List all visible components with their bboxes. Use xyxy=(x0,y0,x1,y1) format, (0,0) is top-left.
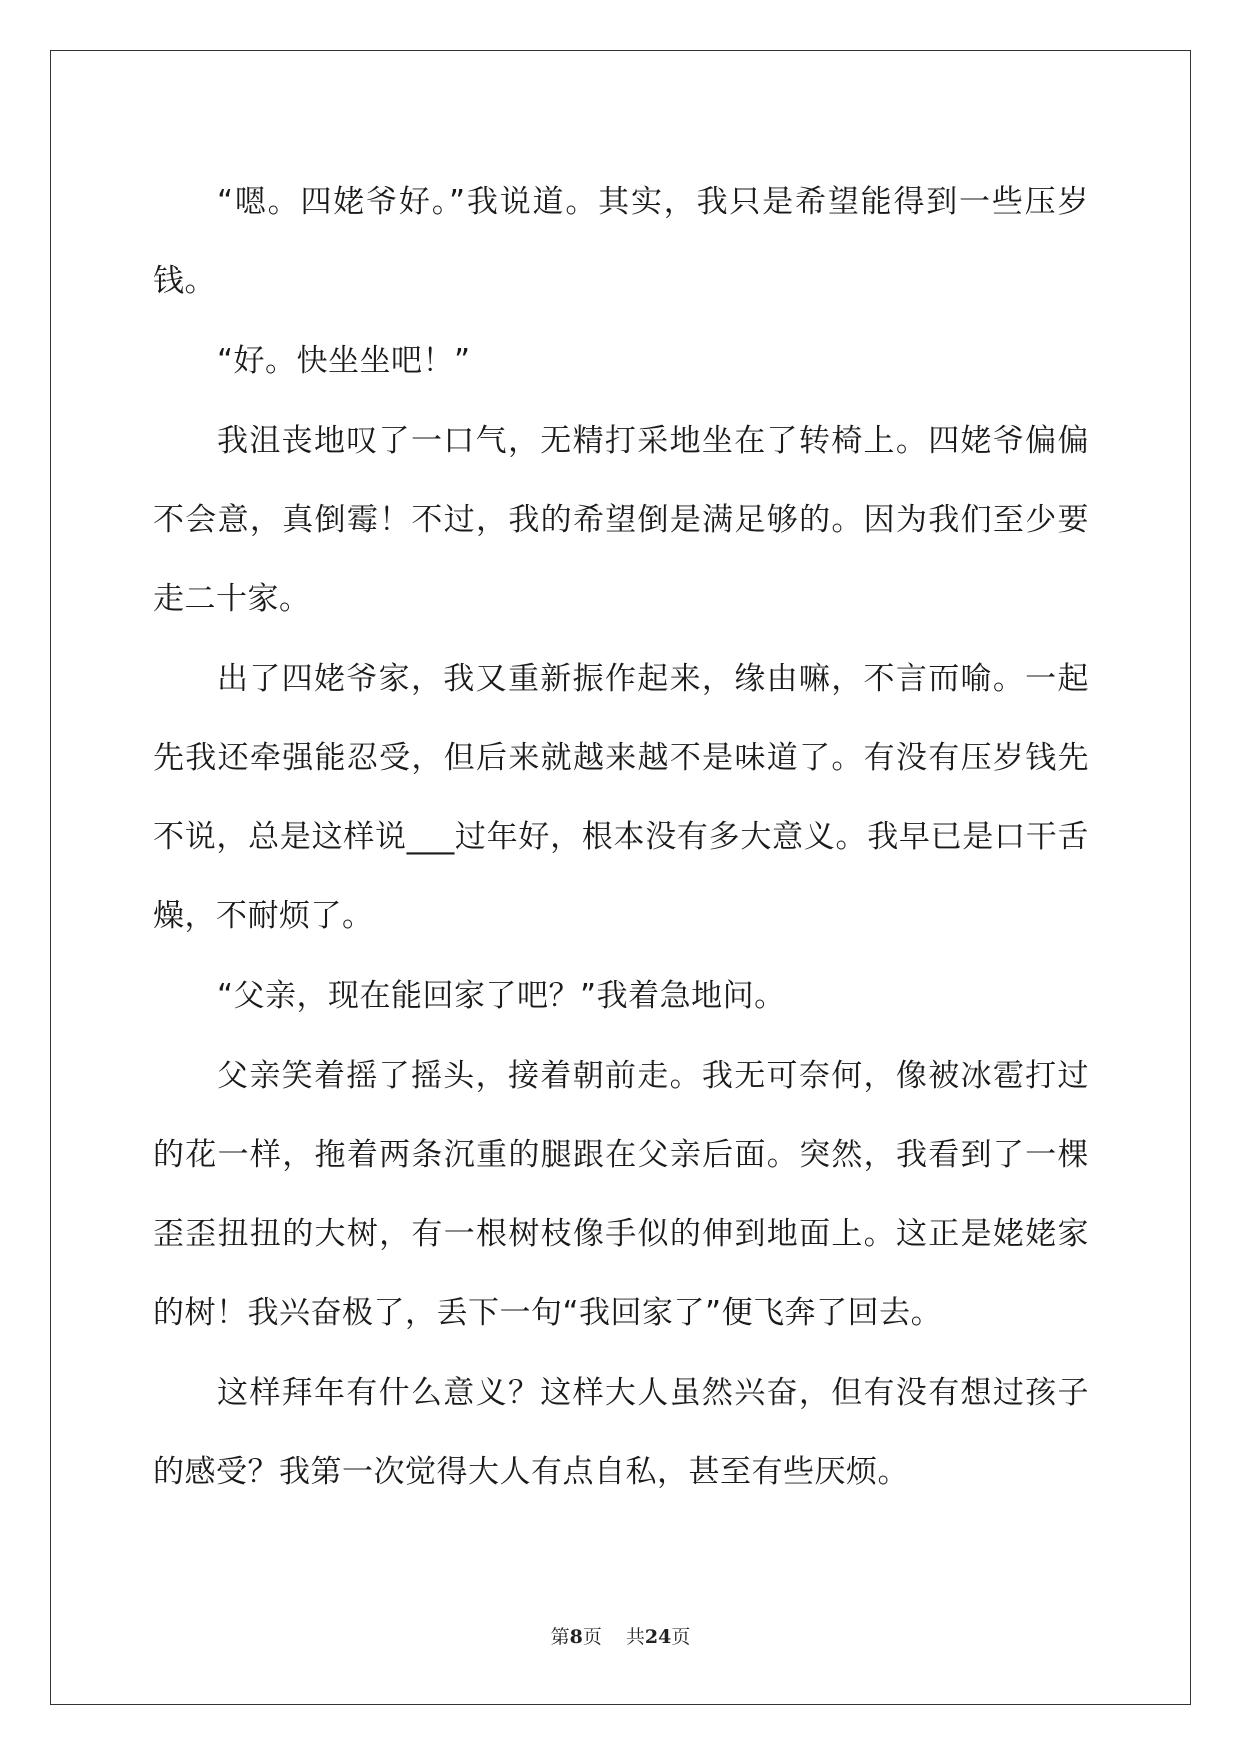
footer-page-word: 页 xyxy=(582,1626,602,1648)
paragraph-4: 出了四姥爷家，我又重新振作起来，缘由嘛，不言而喻。一起先我还牵强能忍受，但后来就越来越不是味道了。有没有压岁钱先不说，总是这样说___过年好，根本没有多大意义。我早已是口干舌燥，不耐烦了。 xyxy=(153,661,1089,934)
document-body xyxy=(153,163,1089,1513)
paragraph-5: “父亲，现在能回家了吧？”我着急地问。 xyxy=(217,978,786,1014)
paragraph-3: 我沮丧地叹了一口气，无精打采地坐在了转椅上。四姥爷偏偏不会意，真倒霉！不过，我的希望倒是满足够的。因为我们至少要走二十家。 xyxy=(153,423,1089,617)
footer-prefix: 第 xyxy=(550,1626,570,1648)
paragraph-1: “嗯。四姥爷好。”我说道。其实，我只是希望能得到一些压岁钱。 xyxy=(153,184,1089,299)
paragraph-2: “好。快坐坐吧！” xyxy=(217,343,471,379)
page-footer xyxy=(0,1622,1241,1649)
footer-total-suffix: 页 xyxy=(671,1626,691,1648)
footer-total-prefix: 共 xyxy=(625,1626,645,1648)
paragraph-6: 父亲笑着摇了摇头，接着朝前走。我无可奈何，像被冰雹打过的花一样，拖着两条沉重的腿跟在父亲后面。突然，我看到了一棵歪歪扭扭的大树，有一根树枝像手似的伸到地面上。这正是姥姥家的树！我兴奋极了，丢下一句“我回家了”便飞奔了回去。 xyxy=(153,1058,1089,1331)
current-page-number: 8 xyxy=(569,1626,583,1648)
total-page-count: 24 xyxy=(644,1626,672,1648)
paragraph-7: 这样拜年有什么意义？这样大人虽然兴奋，但有没有想过孩子的感受？我第一次觉得大人有点自私，甚至有些厌烦。 xyxy=(153,1375,1089,1490)
